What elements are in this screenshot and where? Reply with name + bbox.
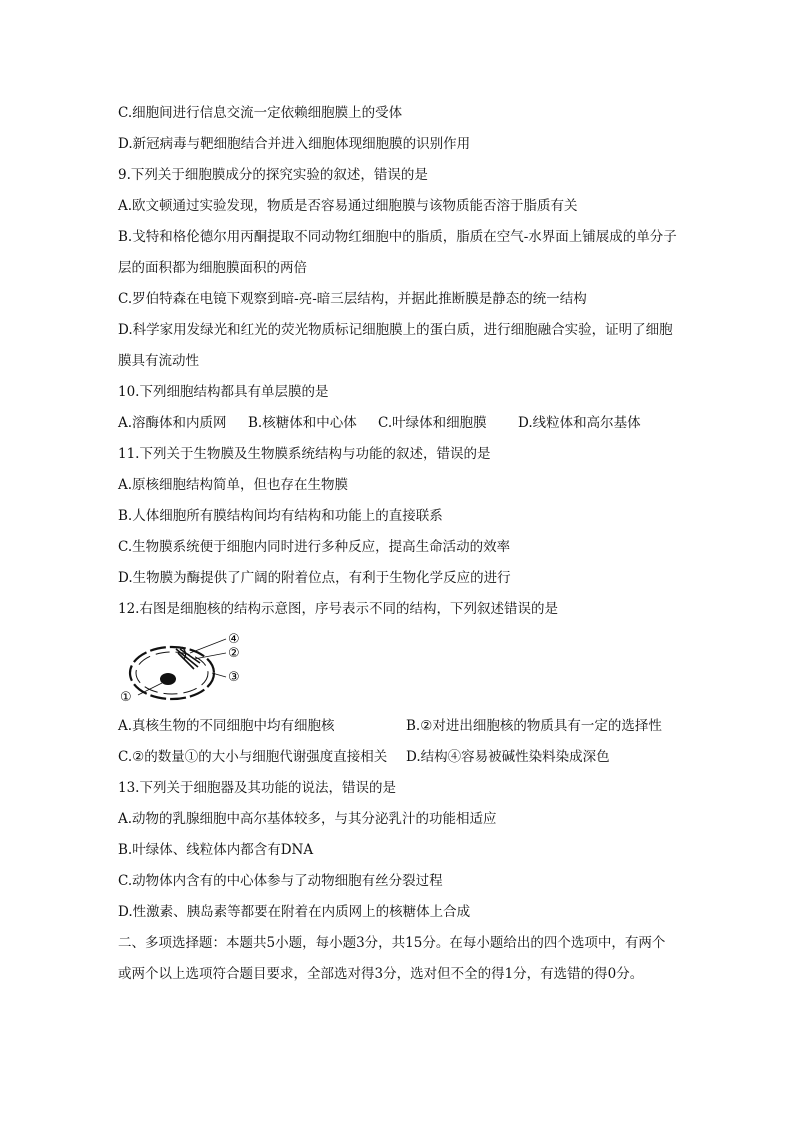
question-12-options-ab xyxy=(118,711,678,742)
question-9-option-d: D.科学家用发绿光和红光的荧光物质标记细胞膜上的蛋白质，进行细胞融合实验，证明了细胞膜具有流动性 xyxy=(118,322,673,369)
question-11-option-a: A.原核细胞结构简单，但也存在生物膜 xyxy=(118,477,349,493)
label-1: ① xyxy=(120,690,132,705)
question-10-option-b: B.核糖体和中心体 xyxy=(248,415,357,431)
nucleus-diagram xyxy=(118,627,678,711)
question-9-option-a: A.欧文顿通过实验发现，物质是否容易通过细胞膜与该物质能否溶于脂质有关 xyxy=(118,198,578,214)
question-8-option-c: C.细胞间进行信息交流一定依赖细胞膜上的受体 xyxy=(118,105,403,121)
question-13-option-d: D.性激素、胰岛素等都要在附着在内质网上的核糖体上合成 xyxy=(118,904,471,920)
question-13-option-c: C.动物体内含有的中心体参与了动物细胞有丝分裂过程 xyxy=(118,873,443,889)
question-12-option-c: C.②的数量①的大小与细胞代谢强度直接相关 xyxy=(118,749,388,765)
question-10-option-a: A.溶酶体和内质网 xyxy=(118,415,227,431)
question-12-options-cd xyxy=(118,742,678,773)
nucleolus-shape xyxy=(160,673,176,685)
section-2-instructions: 二、多项选择题：本题共5小题，每小题3分，共15分。在每小题给出的四个选项中，有两个或两个以上选项符合题目要求，全部选对得3分，选对但不全的得1分，有选错的得0分。 xyxy=(118,935,666,982)
question-11-option-c: C.生物膜系统便于细胞内同时进行多种反应，提高生命活动的效率 xyxy=(118,539,511,555)
question-11-option-b: B.人体细胞所有膜结构间均有结构和功能上的直接联系 xyxy=(118,508,443,524)
question-10-stem: 10.下列细胞结构都具有单层膜的是 xyxy=(118,384,329,400)
question-13-option-b: B.叶绿体、线粒体内都含有DNA xyxy=(118,842,314,858)
label-2: ② xyxy=(228,646,240,661)
question-12-option-d: D.结构④容易被碱性染料染成深色 xyxy=(406,749,610,765)
question-9-stem: 9.下列关于细胞膜成分的探究实验的叙述，错误的是 xyxy=(118,167,428,183)
question-9-option-c: C.罗伯特森在电镜下观察到暗-亮-暗三层结构，并据此推断膜是静态的统一结构 xyxy=(118,291,587,307)
question-12-stem: 12.右图是细胞核的结构示意图，序号表示不同的结构，下列叙述错误的是 xyxy=(118,601,558,617)
question-12-option-b: B.②对进出细胞核的物质具有一定的选择性 xyxy=(406,718,662,734)
question-10-option-c: C.叶绿体和细胞膜 xyxy=(378,415,487,431)
exam-page xyxy=(118,98,678,990)
question-9-option-b: B.戈特和格伦德尔用丙酮提取不同动物红细胞中的脂质，脂质在空气-水界面上铺展成的单分子层的面积都为细胞膜面积的两倍 xyxy=(118,229,677,276)
question-10-option-d: D.线粒体和高尔基体 xyxy=(518,415,641,431)
question-10-options xyxy=(118,408,678,439)
question-13-stem: 13.下列关于细胞器及其功能的说法，错误的是 xyxy=(118,780,396,796)
label-4: ④ xyxy=(228,632,240,647)
question-12-option-a: A.真核生物的不同细胞中均有细胞核 xyxy=(118,718,335,734)
question-11-stem: 11.下列关于生物膜及生物膜系统结构与功能的叙述，错误的是 xyxy=(118,446,491,462)
question-8-option-d: D.新冠病毒与靶细胞结合并进入细胞体现细胞膜的识别作用 xyxy=(118,136,471,152)
question-13-option-a: A.动物的乳腺细胞中高尔基体较多，与其分泌乳汁的功能相适应 xyxy=(118,811,497,827)
question-11-option-d: D.生物膜为酶提供了广阔的附着位点，有利于生物化学反应的进行 xyxy=(118,570,511,586)
nucleus-diagram-svg xyxy=(118,627,278,711)
label-3: ③ xyxy=(228,670,240,685)
